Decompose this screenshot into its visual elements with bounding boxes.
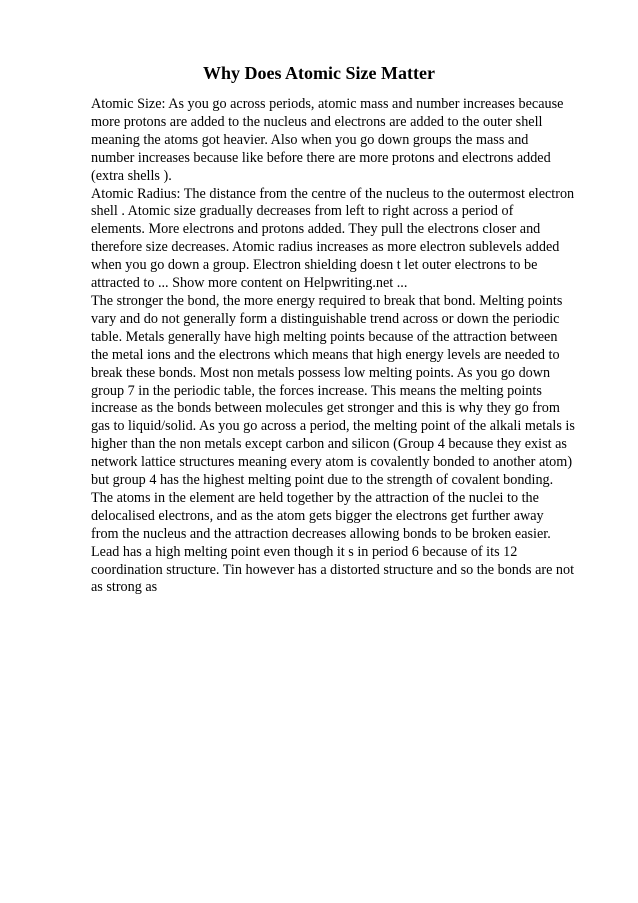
document-title: Why Does Atomic Size Matter (203, 63, 435, 83)
text-line: therefore size decreases. Atomic radius increases as more electron sublevels added (91, 239, 560, 256)
text-line: The atoms in the element are held together by the attraction of the nuclei to the (91, 489, 539, 506)
text-line: but group 4 has the highest melting point due to the strength of covalent bonding. (91, 472, 554, 489)
text-line: group 7 in the periodic table, the forces increase. This means the melting points (91, 382, 542, 399)
text-line: meaning the atoms got heavier. Also when you go down groups the mass and (91, 131, 529, 148)
text-line: vary and do not generally form a distinguishable trend across or down the periodic (91, 310, 560, 327)
text-line: coordination structure. Tin however has a distorted structure and so the bonds are not (91, 561, 575, 578)
text-line: Lead has a high melting point even though it s in period 6 because of its 12 (91, 543, 518, 560)
text-line: when you go down a group. Electron shielding doesn t let outer electrons to be (91, 257, 538, 274)
text-line: table. Metals generally have high melting points because of the attraction between (91, 328, 558, 345)
text-line: as strong as (91, 579, 158, 596)
text-line: attracted to ... Show more content on Helpwriting.net ... (91, 275, 408, 292)
text-line: network lattice structures meaning every atom is covalently bonded to another atom) (91, 454, 573, 471)
text-line: delocalised electrons, and as the atom gets bigger the electrons get further away (91, 507, 544, 524)
text-line: number increases because like before there are more protons and electrons added (91, 149, 551, 166)
text-line: (extra shells ). (91, 167, 172, 184)
text-line: break these bonds. Most non metals possess low melting points. As you go down (91, 364, 551, 381)
text-line: higher than the non metals except carbon and silicon (Group 4 because they exist as (91, 436, 567, 453)
text-line: The stronger the bond, the more energy required to break that bond. Melting points (91, 292, 563, 309)
text-line: Atomic Size: As you go across periods, atomic mass and number increases because (91, 96, 564, 112)
text-line: more protons are added to the nucleus and electrons are added to the outer shell (91, 113, 543, 130)
text-line: the metal ions and the electrons which means that high energy levels are needed to (91, 346, 560, 363)
document-body (91, 96, 601, 597)
text-line: from the nucleus and the attraction decreases allowing bonds to be broken easier. (91, 525, 551, 542)
text-line: elements. More electrons and protons added. They pull the electrons closer and (91, 221, 541, 238)
text-line: Atomic Radius: The distance from the centre of the nucleus to the outermost electron (91, 185, 575, 202)
text-line: shell . Atomic size gradually decreases from left to right across a period of (91, 203, 514, 220)
text-line: gas to liquid/solid. As you go across a period, the melting point of the alkali metals is (91, 418, 575, 435)
text-line: increase as the bonds between molecules get stronger and this is why they go from (91, 400, 560, 417)
